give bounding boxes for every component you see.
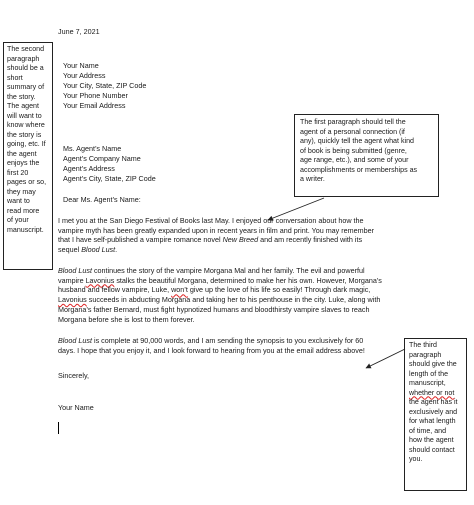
closing: Sincerely, [58,371,90,380]
note-line: whether or not [409,388,455,397]
note-line: The first paragraph should tell the [300,118,406,126]
note-line: how the agent [409,436,454,444]
p2-line-2c: stalks the beautiful Morgana, determined to make her his own. However, Morgana’s [114,275,382,285]
p1-line-4a: sequel [58,245,82,255]
note-line: any), quickly tell the agent what kind [300,137,414,145]
p1-line-1a: I met you at the San Diego Festival of Books last Ma [58,216,225,225]
spellcheck-word: won’t [171,285,188,295]
note-line: know where [7,121,45,129]
p2-line-3c: give up the love of his life so easily! Through dark magic, [187,285,371,295]
note-line: manuscript, [409,379,446,387]
note-line: should give the [409,360,457,368]
p1-line-3c: and am recently finished with its [258,235,363,245]
book-title-new-breed: New Breed [222,235,259,245]
note-line: accomplishments or memberships as [300,165,418,174]
note-line: first 20 [7,168,29,177]
note-line: the story is [7,130,42,139]
sender-name: Your Name [63,61,99,70]
p2-line-6: Morgana before she is lost to them forever. [58,314,195,324]
note-line: they may [7,187,36,196]
p2-line-4b: succeeds in abducting Morgana and taking her to his penthouse in the city. Luke, along with [86,295,381,305]
agent-city: Agent’s City, State, ZIP Code [63,174,156,183]
sender-phone: Your Phone Number [63,91,128,100]
p1-line-2: vampire myth has been greatly expanded upon in recent years in film and print. You may remember [58,225,375,235]
note-line: manuscript. [7,225,44,234]
letter-date: June 7, 2021 [58,27,100,36]
note-line: of book is being submitted (genre, [300,146,407,155]
note-line: the agent [7,149,37,158]
note-line: enjoys the [7,159,40,167]
note-line: of your [7,216,29,224]
spellcheck-word: Lavonius [85,275,115,285]
note-line: The agent [7,102,39,110]
p3-line-2: days. I hope that you enjoy it, and I look forward to hearing from you at the email address above! [58,345,365,355]
agent-name: Ms. Agent’s Name [63,144,122,153]
sender-address: Your Address [63,71,106,80]
note-line: paragraph [409,350,442,359]
p2-line-3a: husband and fellow vampire, Luke, [58,285,172,295]
arrow-to-paragraph-1 [268,198,324,220]
p3-line-1b: is complete at 90,000 words, and I am sending the synopsis to you exclusively for 60 [91,336,364,345]
p2-line-2a: vampire [58,275,86,285]
p2-line-1b: continues the story of the vampire Morgana Mal and her family. The evil and powerful [91,266,365,275]
note-line: age range, etc.), and some of your [300,156,409,164]
note-line: The third [409,341,437,349]
note-line: of time, and [409,426,447,435]
note-line: a writer. [300,175,325,183]
p2-line-5: Morgana’s father Bernard, must fight hypnotized humans and bloodthirsty vampire slaves to reach [58,304,370,314]
p1-line-4c: . [115,245,118,255]
signature-name: Your Name [58,403,94,412]
note-line: read more [7,206,40,215]
book-title-blood-lust: Blood Lust [81,245,116,255]
note-line: The second [7,45,45,53]
note-line: pages or so, [7,178,47,186]
note-line: will want to [7,111,42,120]
spellcheck-word: Lavonius [58,295,87,305]
p1-line-1b: y. I enjoyed our conversation about how the [225,216,364,225]
note-line: want to [7,197,30,205]
note-line: should contact [409,445,455,454]
sender-city: Your City, State, ZIP Code [63,81,147,90]
note-line: short [7,73,23,82]
note-line: length of the [409,369,449,378]
arrow-to-paragraph-3 [366,349,405,368]
note-line: for what length [409,417,456,425]
note-line: going, etc. If [7,140,46,148]
book-title-blood-lust: Blood Lust [58,266,92,275]
note-line: the story. [7,92,36,101]
salutation: Dear Ms. Agent’s Name: [63,195,141,204]
sender-email: Your Email Address [63,101,126,110]
book-title-blood-lust: Blood Lust [58,336,92,345]
p1-line-3a: that I have self-published a vampire romance novel [58,235,223,245]
note-line: summary of [7,83,45,91]
note-line: exclusively and [409,407,458,416]
agent-company: Agent’s Company Name [63,154,141,163]
note-line: you. [409,455,423,463]
note-line: paragraph [7,54,40,63]
note-line: agent of a personal connection (if [300,127,405,136]
note-line: should be a [7,64,44,72]
agent-address: Agent’s Address [63,164,115,173]
note-line: the agent has it [409,398,458,406]
